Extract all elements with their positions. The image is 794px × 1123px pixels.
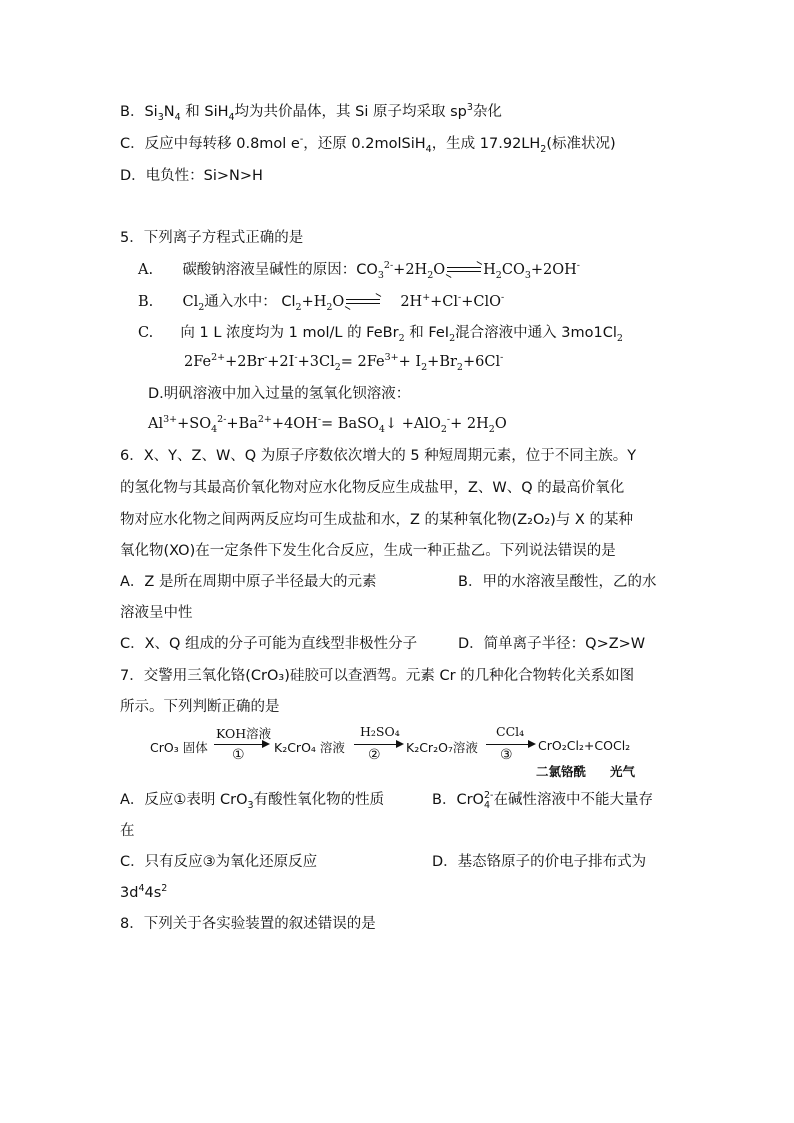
q5-option-c-equation: $2Fe^{2+}+2Br^-+2I^-+3Cl_2= 2Fe^{3+}+ I_2+Br_2+6Cl^-$ <box>184 352 504 373</box>
scheme-name-phosgene: 光气 <box>610 764 636 779</box>
q6-stem-line-4: 氧化物(XO)在一定条件下发生化合反应，生成一种正盐乙。下列说法错误的是 <box>120 543 616 559</box>
q4-option-d: D．电负性：Si>N>H <box>120 168 263 184</box>
q8-stem: 8．下列关于各实验装置的叙述错误的是 <box>120 916 376 932</box>
scheme-name-chromyl: 二氯铬酰 <box>536 764 587 779</box>
q6-stem-line-3: 物对应水化物之间两两反应均可生成盐和水，Z 的某种氧化物(Z₂O₂)与 X 的某种 <box>120 512 633 528</box>
q6-option-b: B．甲的水溶液呈酸性，乙的水 <box>458 574 657 590</box>
q7-option-b-cont: 在 <box>120 823 135 839</box>
q5-option-d: D.明矾溶液中加入过量的氢氧化钡溶液： <box>148 386 411 402</box>
q6-option-b-cont: 溶液呈中性 <box>120 605 193 621</box>
q5-option-b: B. $Cl_2$通入水中： $Cl_2+H_2O$ 2H++Cl-+ClO- <box>138 292 505 313</box>
q7-option-c: C．只有反应③为氧化还原反应 <box>120 854 318 870</box>
equilibrium-arrow-icon <box>447 265 481 275</box>
q7-option-a: A．反应①表明 CrO$_3$有酸性氧化物的性质 <box>120 792 385 811</box>
q4-option-c: C．反应中每转移 0.8mol e-，还原 0.2molSiH$_4$，生成 $17.92LH_2$(标准状况) <box>120 134 616 155</box>
q7-stem-line-2: 所示。下列判断正确的是 <box>120 699 280 715</box>
q6-option-a: A．Z 是所在周期中原子半径最大的元素 <box>120 574 377 590</box>
q5-option-d-equation: $Al^{3+}+SO_4^{2-}+Ba^{2+}+4OH^-=$ BaSO$_4$↓ $+AlO_2^-+ 2H_2O$ <box>148 414 507 435</box>
cr-conversion-scheme <box>150 724 670 780</box>
q7-option-d: D．基态铬原子的价电子排布式为 <box>432 854 647 870</box>
scheme-k2cr2o7: K₂Cr₂O₇溶液 <box>406 740 478 755</box>
reaction-arrow-icon <box>214 744 268 745</box>
q6-stem-line-2: 的氢化物与其最高价氧化物对应水化物反应生成盐甲，Z、W、Q 的最高价氧化 <box>120 480 625 496</box>
scheme-k2cro4: K₂CrO₄ 溶液 <box>274 740 345 755</box>
scheme-koh-label: KOH溶液 <box>216 726 272 741</box>
scheme-ccl4-label: CCl₄ <box>496 724 525 739</box>
q6-option-d: D．简单离子半径：Q>Z>W <box>458 636 646 652</box>
scheme-step-3: ③ <box>500 747 513 763</box>
q5-option-c: C. 向 1 L 浓度均为 1 mol/L 的 FeBr$_2$ 和 FeI$_2$混合溶液中通入 $3mo1Cl_2$ <box>138 325 623 344</box>
scheme-products: CrO₂Cl₂+COCl₂ <box>538 738 631 753</box>
q7-option-d-cont: $3d^44s^2$ <box>120 883 168 901</box>
scheme-cro3: CrO₃ 固体 <box>150 740 208 755</box>
q6-option-c: C．X、Q 组成的分子可能为直线型非极性分子 <box>120 636 418 652</box>
equilibrium-arrow-icon <box>346 297 380 307</box>
q6-stem-line-1: 6．X、Y、Z、W、Q 为原子序数依次增大的 5 种短周期元素，位于不同主族。Y <box>120 448 637 464</box>
scheme-step-1: ① <box>232 747 245 763</box>
q5-option-a: A. 碳酸钠溶液呈碱性的原因：$CO_3^{2-}+2H_2O$ $H_2CO_3+2OH^-$ <box>138 260 581 281</box>
scheme-h2so4-label: H₂SO₄ <box>360 724 400 739</box>
reaction-arrow-icon <box>486 744 534 745</box>
q7-option-b: B．CrO$_4^{2-}$在碱性溶液中不能大量存 <box>432 790 653 811</box>
q4-option-b: B．$Si_3N_4$ 和 SiH$_4$均为共价晶体，其 Si 原子均采取 $sp^3$杂化 <box>120 102 502 123</box>
reaction-arrow-icon <box>354 744 402 745</box>
q5-stem: 5．下列离子方程式正确的是 <box>120 230 304 246</box>
scheme-step-2: ② <box>368 747 381 763</box>
q7-stem-line-1: 7．交警用三氧化铬(CrO₃)硅胶可以查酒驾。元素 Cr 的几种化合物转化关系如图 <box>120 668 635 684</box>
